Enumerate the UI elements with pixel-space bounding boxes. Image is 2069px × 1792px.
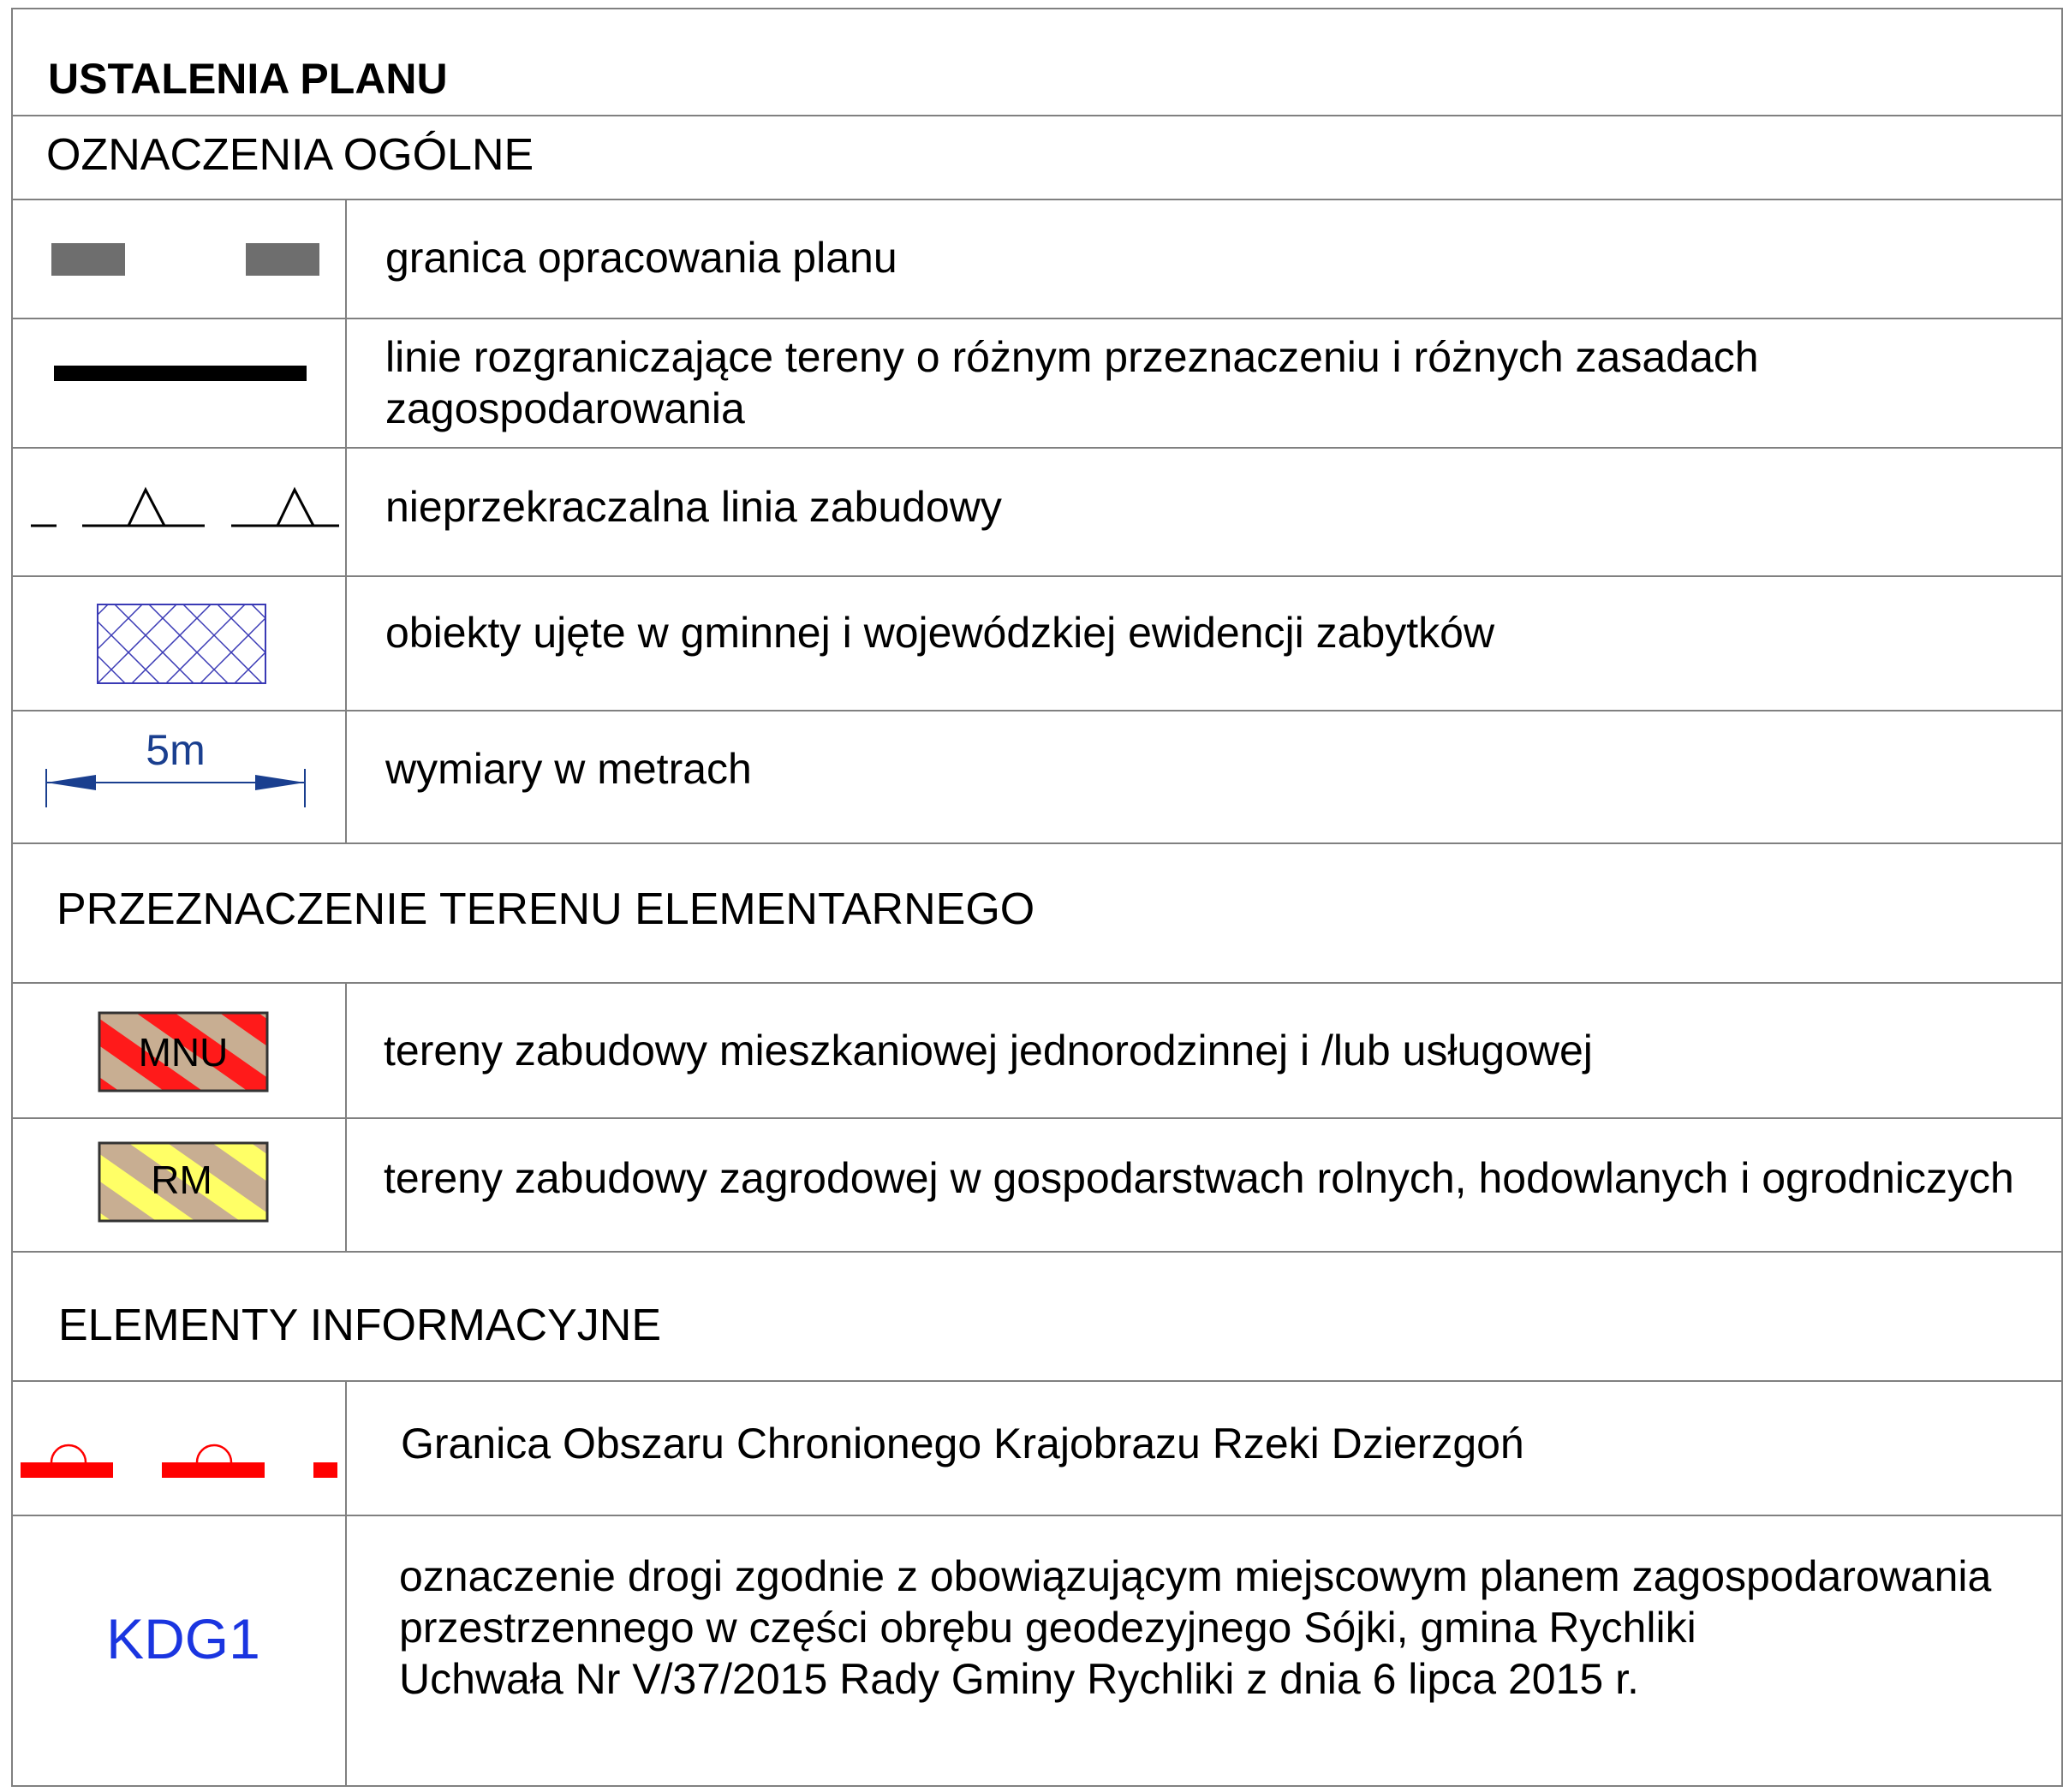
road-code: KDG1	[106, 1607, 260, 1670]
dimensions-label: wymiary w metrach	[385, 745, 752, 793]
section-general-heading: OZNACZENIA OGÓLNE	[46, 130, 534, 180]
section-purpose-heading: PRZEZNACZENIE TERENU ELEMENTARNEGO	[57, 884, 1035, 934]
dimension-value: 5m	[146, 726, 206, 774]
plan-boundary-label: granica opracowania planu	[385, 234, 897, 282]
rm-label: tereny zabudowy zagrodowej w gospodarstwach rolnych, hodowlanych i ogrodniczych	[384, 1154, 2014, 1202]
section-info-heading: ELEMENTY INFORMACYJNE	[58, 1301, 662, 1350]
demarcation-line-symbol	[12, 321, 346, 445]
building-line-label: nieprzekraczalna linia zabudowy	[385, 483, 1002, 531]
protected-area-label: Granica Obszaru Chronionego Krajobrazu Rzeki Dzierzgoń	[401, 1420, 1524, 1468]
monuments-hatch-symbol	[12, 580, 346, 708]
protected-area-symbol	[12, 1382, 346, 1510]
plan-boundary-symbol	[12, 203, 346, 314]
building-line-symbol	[12, 450, 355, 575]
rm-code: RM	[151, 1158, 212, 1202]
mnu-label: tereny zabudowy mieszkaniowej jednorodzinnej i /lub usługowej	[384, 1027, 1593, 1075]
mnu-code: MNU	[138, 1030, 229, 1075]
legend-title: USTALENIA PLANU	[48, 55, 448, 103]
road-label: oznaczenie drogi zgodnie z obowiązującym miejscowym planem zagospodarowania przestrzennego w części obrębu geodezyjnego Sójki, gmina Rychliki Uchwała Nr V/37/2015 Rady Gminy Rychliki z dnia 6 lipca 2015 r.	[399, 1552, 1992, 1703]
monuments-label: obiekty ujęte w gminnej i wojewódzkiej ewidencji zabytków	[385, 609, 1495, 657]
demarcation-lines-label: linie rozgraniczające tereny o różnym przeznaczeniu i różnych zasadach zagospodarowania	[385, 333, 1759, 432]
